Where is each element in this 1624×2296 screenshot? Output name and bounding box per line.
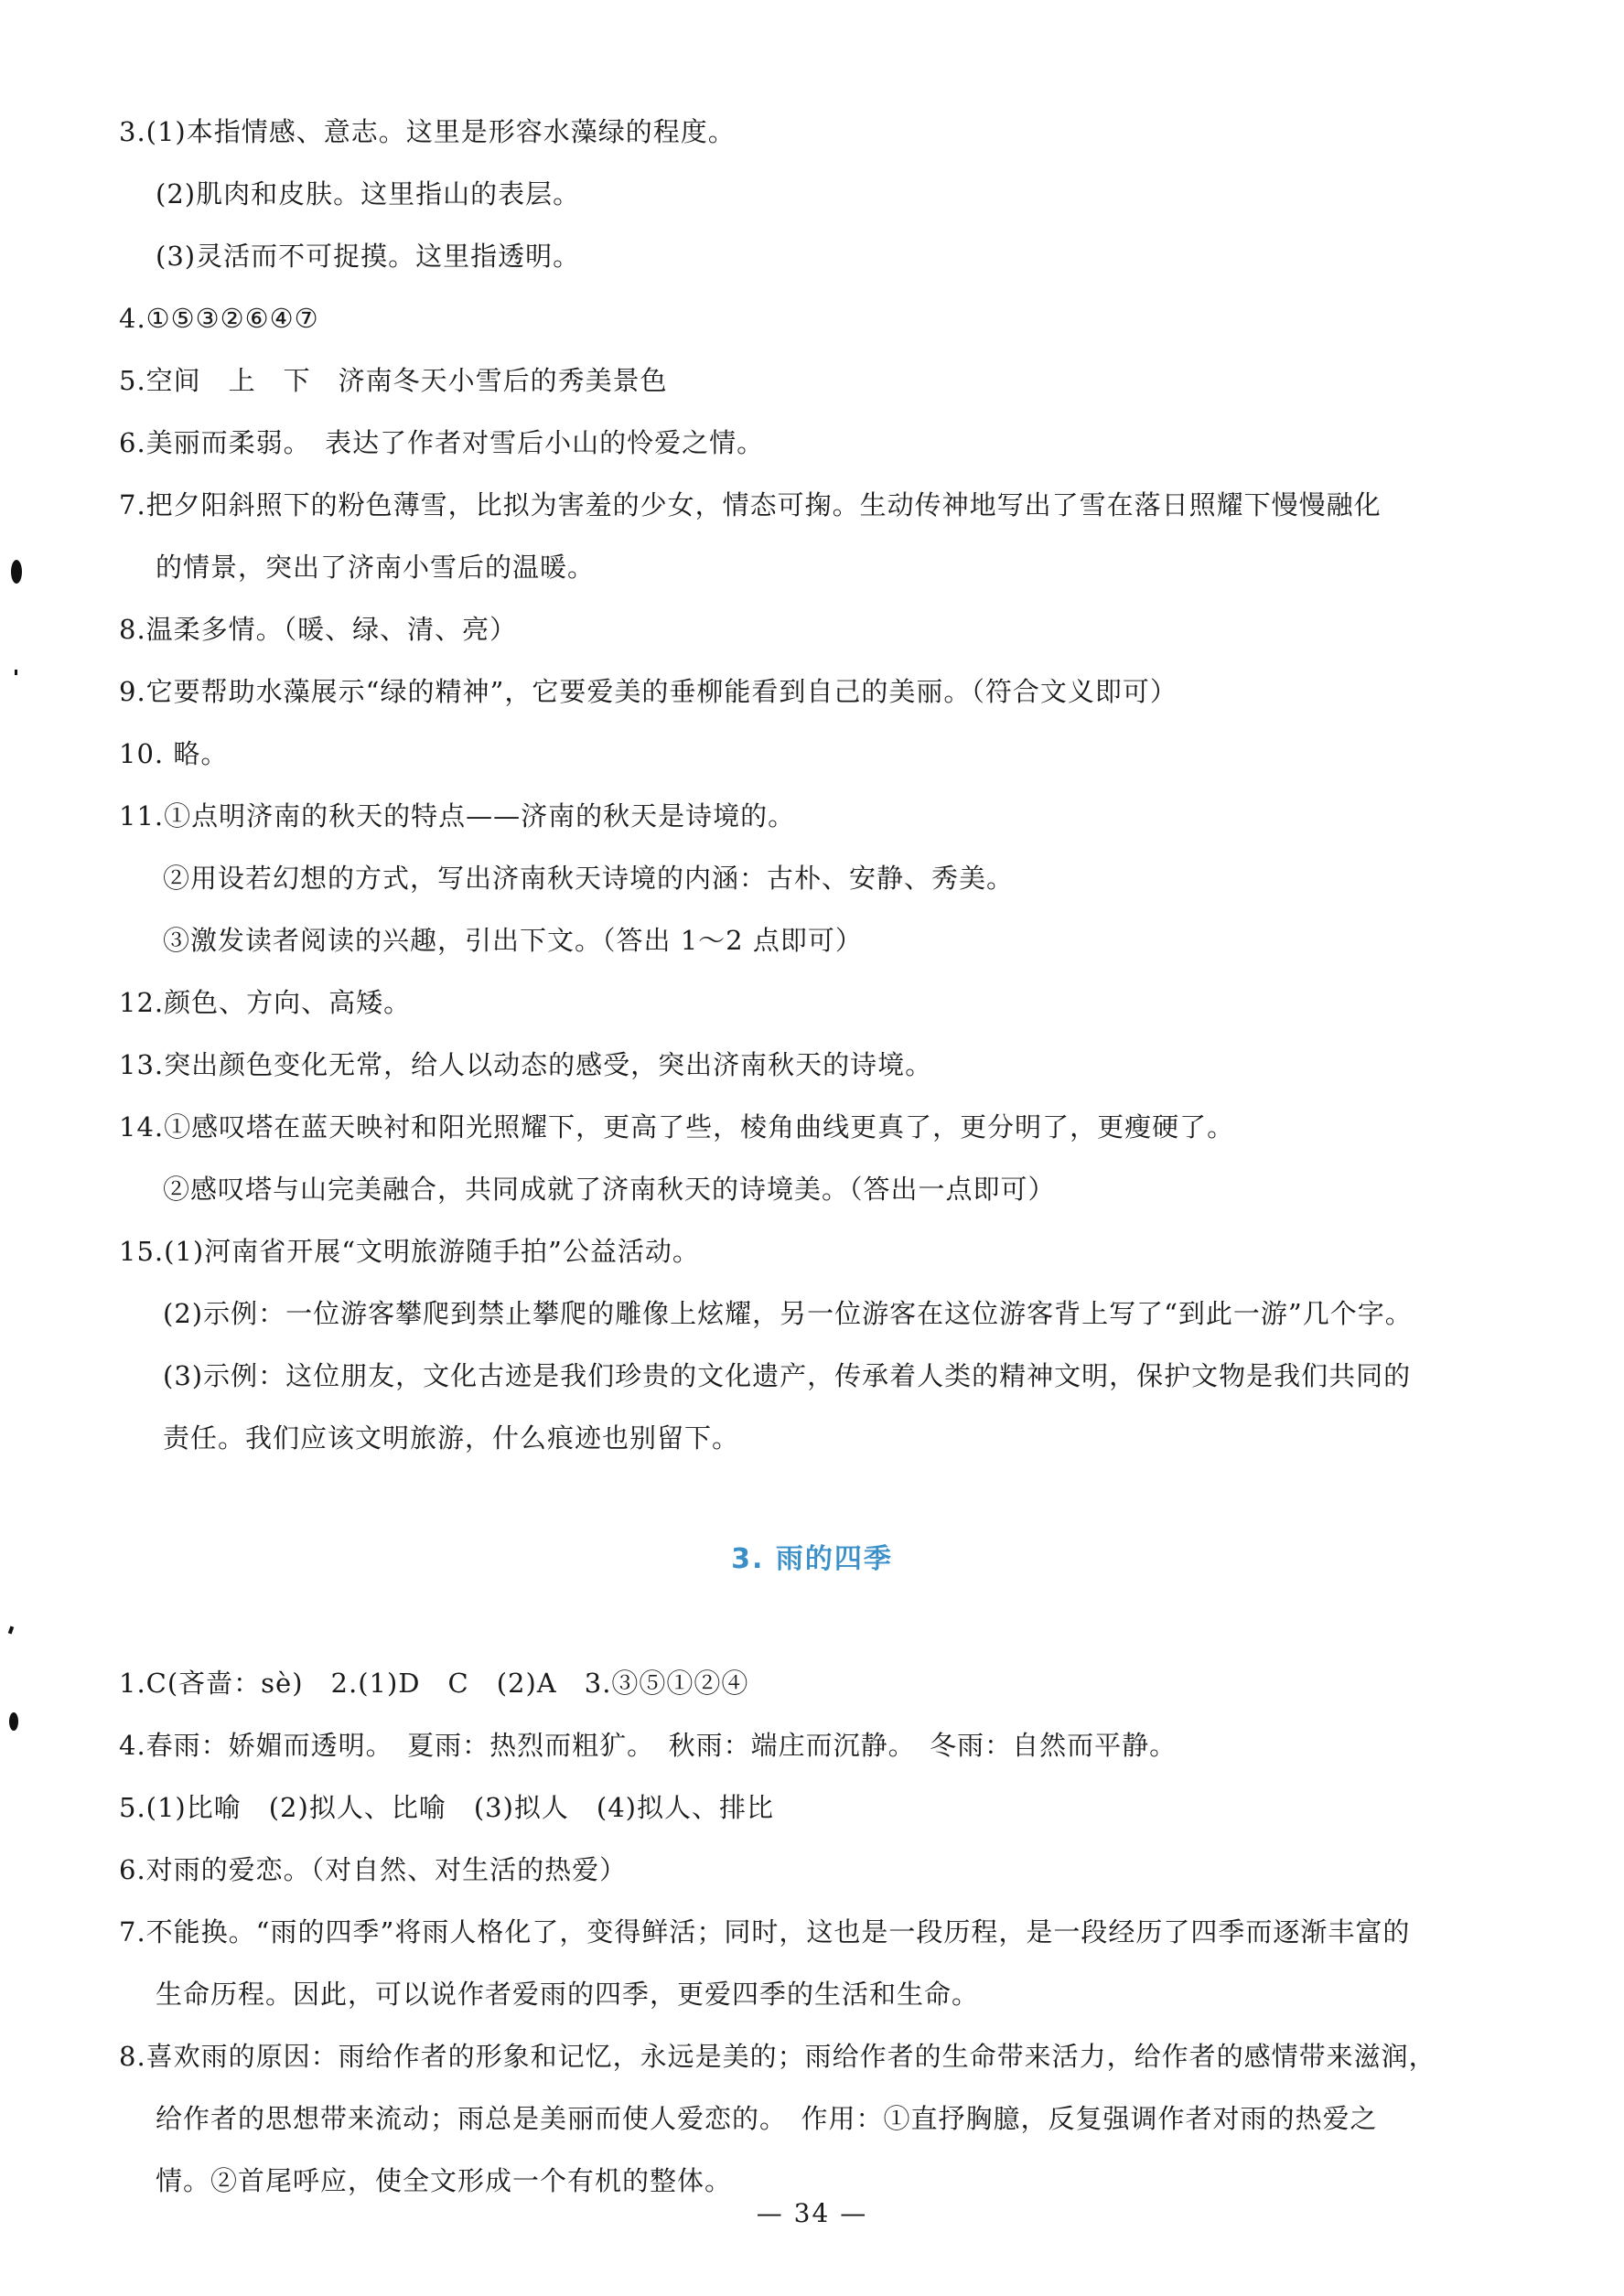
answer-line: 10. 略。 <box>119 738 229 769</box>
answer-line: 11.①点明济南的秋天的特点——济南的秋天是诗境的。 <box>119 800 796 831</box>
answer-line: 1.C(吝啬：sè) 2.(1)D C (2)A 3.③⑤①②④ <box>119 1668 749 1699</box>
answer-line: 12.颜色、方向、高矮。 <box>119 987 412 1018</box>
answer-line: 4.①⑤③②⑥④⑦ <box>119 303 319 334</box>
answer-line: (3)灵活而不可捉摸。这里指透明。 <box>156 241 581 272</box>
answer-line: 13.突出颜色变化无常，给人以动态的感受，突出济南秋天的诗境。 <box>119 1049 933 1080</box>
page-number: — 34 — <box>756 2198 868 2228</box>
answer-line: 8.温柔多情。（暖、绿、清、亮） <box>119 614 518 645</box>
answer-line: 给作者的思想带来流动；雨总是美丽而使人爱恋的。 作用：①直抒胸臆，反复强调作者对雨的热爱之 <box>156 2103 1378 2134</box>
answer-line: 15.(1)河南省开展“文明旅游随手拍”公益活动。 <box>119 1236 700 1267</box>
answer-line: (3)示例：这位朋友，文化古迹是我们珍贵的文化遗产，传承着人类的精神文明，保护文物是我们共同的 <box>163 1360 1412 1391</box>
answer-line: 5.空间 上 下 济南冬天小雪后的秀美景色 <box>119 365 668 396</box>
scan-mark <box>15 670 17 675</box>
answer-line: 9.它要帮助水藻展示“绿的精神”，它要爱美的垂柳能看到自己的美丽。（符合文义即可） <box>119 676 1178 707</box>
answer-line: ③激发读者阅读的兴趣，引出下文。（答出 1～2 点即可） <box>163 925 863 956</box>
answer-line: 7.不能换。“雨的四季”将雨人格化了，变得鲜活；同时，这也是一段历程，是一段经历了四季而逐渐丰富的 <box>119 1916 1411 1947</box>
answer-line: 3.(1)本指情感、意志。这里是形容水藻绿的程度。 <box>119 116 736 147</box>
answer-line: 7.把夕阳斜照下的粉色薄雪，比拟为害羞的少女，情态可掬。生动传神地写出了雪在落日照耀下慢慢融化 <box>119 489 1382 520</box>
answer-line: (2)示例：一位游客攀爬到禁止攀爬的雕像上炫耀，另一位游客在这位游客背上写了“到此一游”几个字。 <box>163 1298 1413 1329</box>
scan-mark <box>11 560 22 584</box>
section-title: 3. 雨的四季 <box>731 1543 893 1575</box>
answer-line: 5.(1)比喻 (2)拟人、比喻 (3)拟人 (4)拟人、排比 <box>119 1792 774 1823</box>
answer-line: ②感叹塔与山完美融合，共同成就了济南秋天的诗境美。（答出一点即可） <box>163 1174 1056 1205</box>
answer-line: (2)肌肉和皮肤。这里指山的表层。 <box>156 178 581 209</box>
answer-line: ②用设若幻想的方式，写出济南秋天诗境的内涵：古朴、安静、秀美。 <box>163 863 1015 894</box>
answer-line: 生命历程。因此，可以说作者爱雨的四季，更爱四季的生活和生命。 <box>156 1979 980 2010</box>
scan-mark <box>8 1626 14 1635</box>
scan-mark <box>9 1712 18 1731</box>
answer-line: 的情景，突出了济南小雪后的温暖。 <box>156 552 596 583</box>
answer-line: 6.对雨的爱恋。（对自然、对生活的热爱） <box>119 1854 628 1885</box>
answer-line: 4.春雨：娇媚而透明。 夏雨：热烈而粗犷。 秋雨：端庄而沉静。 冬雨：自然而平静。 <box>119 1730 1178 1761</box>
answer-line: 14.①感叹塔在蓝天映衬和阳光照耀下，更高了些，棱角曲线更真了，更分明了，更瘦硬了。 <box>119 1111 1235 1143</box>
answer-line: 6.美丽而柔弱。 表达了作者对雪后小山的怜爱之情。 <box>119 427 765 458</box>
answer-line: 责任。我们应该文明旅游，什么痕迹也别留下。 <box>163 1422 740 1454</box>
answer-line: 情。②首尾呼应，使全文形成一个有机的整体。 <box>156 2165 733 2196</box>
answer-line: 8.喜欢雨的原因：雨给作者的形象和记忆，永远是美的；雨给作者的生命带来活力，给作者的感情带来滋润， <box>119 2041 1436 2072</box>
